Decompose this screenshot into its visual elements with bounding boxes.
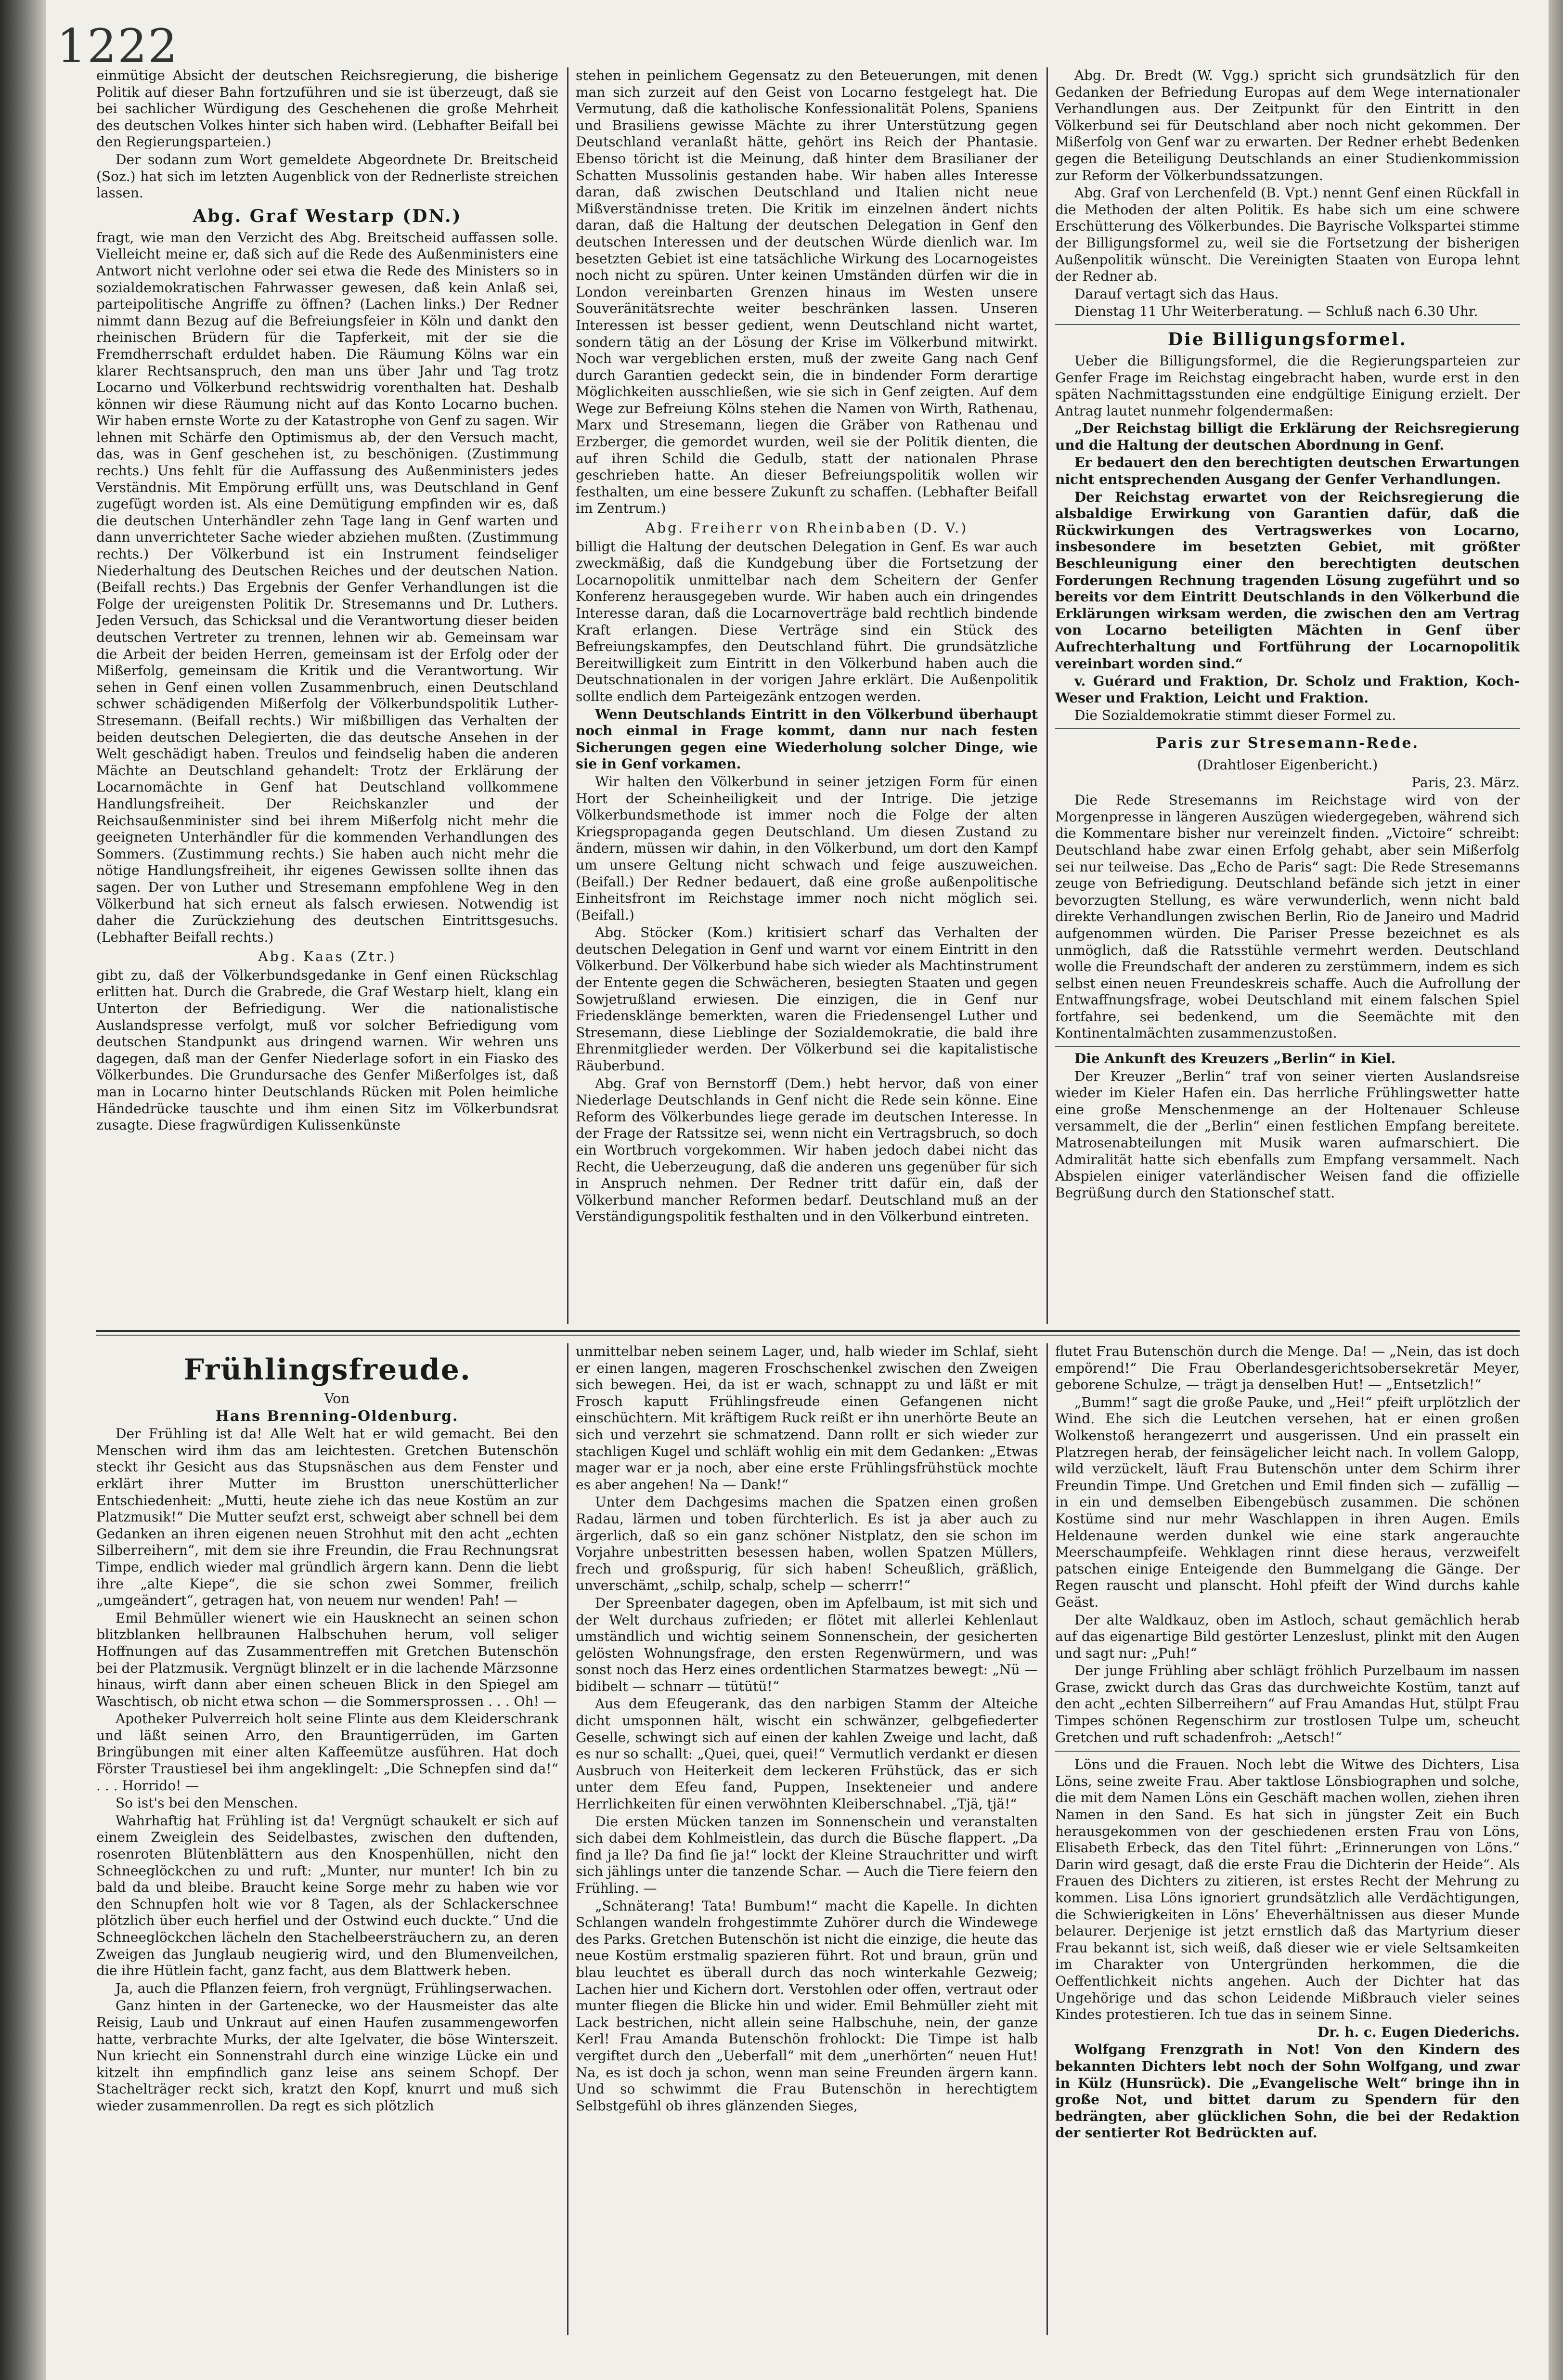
feuilleton-paragraph: flutet Frau Butenschön durch die Menge. Da! — „Nein, das ist doch empörend!“ Die Frau Oberlandesgerichtsobersekretär Meyer, geborene Schulze, — trägt ja denselben Hut! — „Entsetzlich!“	[1055, 1343, 1520, 1393]
feuilleton-paragraph: Wahrhaftig hat Frühling ist da! Vergnügt schaukelt er sich auf einem Zweiglein des Seidelbastes, zwischen den duftenden, rosenroten Blütenblättern aus den Knospenhüllen, nicht den Schneeglöckchen zu und ruft: „Munter, nur munter! Ich bin zu bald da und bleibe. Braucht keine Sorge mehr zu haben wie vor den Schnupfen holt wie vor 8 Tagen, als der Schlackerschnee plötzlich über euch herfiel und der Ostwind euch duckte.“ Und die Schneeglöckchen lächeln den Stachelbeersträuchern zu, an deren Zweigen das Junglaub neugierig wird, und den Blumenveilchen, die ihre Hütlein facht, ganz facht, aus dem Blattwerk heben.	[96, 1812, 558, 1979]
article-column-2	[576, 67, 1038, 1329]
article-paragraph: Abg. Graf von Bernstorff (Dem.) hebt hervor, daß von einer Niederlage Deutschlands in Genf nicht die Rede sein könne. Eine Reform des Völkerbundes liege gerade im deutschen Interesse. In der Frage der Ratssitze sei, wenn nicht ein Vertragsbruch, so doch ein Wortbruch vorgekommen. Wir haben jedoch dabei nicht das Recht, die Ueberzeugung, daß die anderen uns gegenüber für sich in Anspruch nehmen. Der Redner tritt dafür ein, daß der Völkerbund mancher Reformen bedarf. Deutschland muß an der Verständigungspolitik festhalten und in den Völkerbund eintreten.	[576, 1075, 1038, 1225]
feuilleton-column-2	[576, 1343, 1038, 2345]
feuilleton-rule-thin	[96, 1335, 1520, 1336]
article-paragraph: stehen in peinlichem Gegensatz zu den Beteuerungen, mit denen man sich zurzeit auf den Geist von Locarno festgelegt hat. Die Vermutung, daß die katholische Konfessionalität Polens, Spaniens und Brasiliens gewisse Mächte zu ihrer Unterstützung gegen Deutschland veranlaßt hätte, gehört ins Reich der Phantasie. Ebenso töricht ist die Meinung, daß hinter dem Brasilianer der Schatten Mussolinis gestanden habe. Wir haben alles Interesse daran, daß zwischen Deutschland und Italien nicht neue Mißverständnisse treten. Die Kritik im einzelnen ändert nichts daran, daß die Haltung der deutschen Delegation in Genf den deutschen Interessen und der deutschen Würde dienlich war. Im besetzten Gebiet ist eine tatsächliche Wirkung des Locarnogeistes noch nicht zu spüren. Unter keinen Umständen dürfen wir die in London vereinbarten Grenzen hinaus im Westen unsere Souveränitätsrechte weiter beschränken lassen. Unseren Interessen ist besser gedient, wenn Deutschland nicht wartet, sondern tätig an der Lösung der Krise im Völkerbund mitwirkt. Noch war vergeblichen ersten, muß der zweite Gang nach Genf durch Garantien gedeckt sein, die in bindender Form derartige Möglichkeiten ausschließen, wie sie sich in Genf zeigten. Auf dem Wege zur Befreiung Kölns stehen die Namen von Wirth, Rathenau, Marx und Stresemann, liegen die Gräber von Rathenau und Erzberger, die gemordet wurden, weil sie der Politik dienten, die auf ihren Schild die Gedulb, statt der nationalen Phrase geschrieben hatte. An dieser Befreiungspolitik wollen wir festhalten, um eine bessere Zukunft zu schaffen. (Lebhafter Beifall im Zentrum.)	[576, 67, 1038, 517]
page-edge	[1549, 0, 1563, 2380]
article-paragraph: einmütige Absicht der deutschen Reichsregierung, die bisherige Politik auf dieser Bahn fortzuführen und sie ist überzeugt, daß sie bei sachlicher Würdigung des Geschehenen die große Mehrheit des deutschen Volkes hinter sich haben wird. (Lebhafter Beifall bei den Regierungsparteien.)	[96, 67, 558, 150]
article-paragraph: Abg. Dr. Bredt (W. Vgg.) spricht sich grundsätzlich für den Gedanken der Befriedung Europas auf dem Wege internationaler Verhandlungen aus. Der Zeitpunkt für den Eintritt in den Völkerbund sei für Deutschland aber noch nicht gekommen. Der Mißerfolg von Genf war zu erwarten. Der Redner erhebt Bedenken gegen die Beteiligung Deutschlands an einer Studienkommission zur Reform der Völkerbundssatzungen.	[1055, 67, 1520, 183]
section-rule	[1055, 728, 1520, 729]
feuilleton-paragraph: Der alte Waldkauz, oben im Astloch, schaut gemächlich herab auf das eigenartige Bild gestörter Lenzeslust, plinkt mit den Augen und sagt nur: „Puh!“	[1055, 1612, 1520, 1661]
article-paragraph: Ueber die Billigungsformel, die die Regierungsparteien zur Genfer Frage im Reichstag eingebracht haben, wurde erst in den späten Nachmittagsstunden eine endgültige Einigung erzielt. Der Antrag lautet nunmehr folgendermaßen:	[1055, 352, 1520, 419]
feuilleton-paragraph: „Bumm!“ sagt die große Pauke, und „Hei!“ pfeift urplötzlich der Wind. Ehe sich die Leutchen versehen, hat er einen großen Wolkenstoß herangezerrt und ausgerissen. Und ein prasselt ein Platzregen herab, der feinsägelicher leicht nach. In vollem Galopp, wild verzückelt, läuft Frau Butenschön unter dem Schirm ihrer Freundin Timpe. Und Gretchen und Emil finden sich — zufällig — in ein und demselben Eibengebüsch zusammen. Die schönen Kostüme sind nur mehr Waschlappen in ihren Augen. Emils Heldenaune werden dunkel wie eine stark angerauchte Meerschaumpfeife. Wehklagen rinnt diese heraus, verzweifelt patschen einige Enteigende den Bummelgang die Gänge. Der Regen rauscht und planscht. Hohl pfeift der Wind durchs kahle Geäst.	[1055, 1394, 1520, 1610]
article-paragraph: Der sodann zum Wort gemeldete Abgeordnete Dr. Breitscheid (Soz.) hat sich im letzten Augenblick von der Rednerliste streichen lassen.	[96, 151, 558, 201]
article-paragraph: Wir halten den Völkerbund in seiner jetzigen Form für einen Hort der Scheinheiligkeit und der Intrige. Die jetzige Völkerbundsmethode ist immer noch die Folge der alten Kriegspropaganda gegen Deutschland. Um diesen Zustand zu ändern, müssen wir dahin, in den Völkerbund, um dort den Kampf um unsere Geltung nicht schwach und feige auszuweichen. (Beifall.) Der Redner bedauert, daß eine große außenpolitische Einheitsfront im Reichstage immer noch nicht möglich sei. (Beifall.)	[576, 773, 1038, 923]
notice-paragraph: Löns und die Frauen. Noch lebt die Witwe des Dichters, Lisa Löns, seine zweite Frau. Aber taktlose Lönsbiographen und solche, die mit dem Namen Löns ein Geschäft machen wollen, ziehen ihren Namen in den Sand. Es hat sich in jüngster Zeit ein Buch herausgekommen von der geschiedenen ersten Frau von Löns, Elisabeth Erbeck, das den Titel führt: „Erinnerungen von Löns.“ Darin wird gesagt, daß die erste Frau die Dichterin der Heide“. Als Frauen des Dichters zu zitieren, ist erstes Recht der Mehrung zu kommen. Lisa Löns ignoriert grundsätzlich alle Verdächtigungen, die Schwierigkeiten in Löns’ Eheverhältnissen aus dieser Munde belaurer. Derjenige ist jetzt ernstlich daß das Martyrium dieser Frau bekannt ist, sich weiß, daß dieser wie er viele Seltsamkeiten im Charakter von Untergründen herkommen, die die Oeffentlichkeit nichts angehen. Auch der Dichter hat das Ungehörige und das schon Leidende Mißbrauch vieler seines Kindes protestieren. Ich tue das in seinem Sinne.	[1055, 1756, 1520, 2023]
feuilleton-paragraph: Ganz hinten in der Gartenecke, wo der Hausmeister das alte Reisig, Laub und Unkraut auf einen Haufen zusammengeworfen hatte, verbrachte Murks, der alte Igelvater, die böse Winterszeit. Nun kriecht ein Sonnenstrahl durch eine winzige Lücke ein und kitzelt ihn empfindlich ganz leise ans seinem Schopf. Der Stachelträger reckt sich, kratzt den Kopf, knurrt und muß sich wieder zusammenrollen. Da regt es sich plötzlich	[96, 1998, 558, 2114]
article-paragraph: Abg. Graf von Lerchenfeld (B. Vpt.) nennt Genf einen Rückfall in die Methoden der alten Politik. Es habe sich um eine schwere Erschütterung des Völkerbundes. Die Bayrische Volkspartei stimme der Billigungsformel zu, weil sie die Fortsetzung der bisherigen Außenpolitik wünscht. Die Vereinigten Staaten von Europa lehnt der Redner ab.	[1055, 185, 1520, 285]
feuilleton-paragraph: Unter dem Dachgesims machen die Spatzen einen großen Radau, lärmen und toben fürchterlich. Es ist ja aber auch zu ärgerlich, daß so ein ganz schöner Nistplatz, den sie schon im Vorjahre unbestritten besessen haben, wollen Spatzen Müllers, frech und großspurig, für sich haben! Scheußlich, gräßlich, unverschämt, „schilp, schalp, schelp — scherrr!“	[576, 1494, 1038, 1594]
signers-line: v. Guérard und Fraktion, Dr. Scholz und Fraktion, Koch-Weser und Fraktion, Leicht und Fraktion.	[1055, 673, 1520, 706]
section-heading: Die Billigungsformel.	[1167, 329, 1408, 350]
book-binding	[0, 0, 46, 2380]
speaker-line: Abg. Freiherr von Rheinbaben (D. V.)	[645, 520, 969, 536]
byline-von: Von	[324, 1391, 350, 1406]
section-rule	[1055, 1751, 1520, 1752]
article-heading-inline: Die Ankunft des Kreuzers „Berlin“ in Kiel.	[1074, 1051, 1396, 1067]
page-number: 1222	[57, 19, 179, 73]
feuilleton-paragraph: unmittelbar neben seinem Lager, und, halb wieder im Schlaf, sieht er einen langen, mageren Froschschenkel zwischen den Zweigen sich bewegen. Hei, da ist er wach, schnappt zu und läßt er mit Frosch kaputt Frühlingsfreude einen Gefangenen nicht einschüchtern. Mit kräftigem Ruck reißt er ihn unerhörte Beute an sich und verzehrt sie schmatzend. Dann rollt er sich wieder zur stachligen Kugel und schläft wohlig ein mit dem Gedanken: „Etwas mager war er ja noch, aber eine erste Frühlingsfrühstück mochte es aber angehen! Na — Dank!“	[576, 1343, 1038, 1493]
feuilleton-paragraph: „Schnäterang! Tata! Bumbum!“ macht die Kapelle. In dichten Schlangen wandeln frohgestimmte Zuhörer durch die Windewege des Parks. Gretchen Butenschön ist nicht die einzige, die heute das neue Kostüm erstmalig spazieren führt. Rot und braun, grün und blau leuchtet es überall durch das noch winterkahle Gezweig; Lachen hier und Kichern dort. Verstohlen oder offen, vertraut oder munter fliegen die Blicke hin und wider. Emil Behmüller zieht mit Lack bestrichen, nicht allein seine Halbschuhe, nein, der ganze Kerl! Frau Amanda Butenschön frohlockt: Die Timpe ist halb vergiftet durch den „Ueberfall“ mit dem „unerhörten“ neuen Hut! Na, es ist doch ja schon, wenn man seine Freunden ärgern kann. Und so schwimmt die Frau Butenschön in herechtigtem Selbstgefühl ob ihres glänzenden Sieges,	[576, 1898, 1038, 2114]
speaker-heading: Abg. Graf Westarp (DN.)	[193, 206, 462, 226]
dateline: Paris, 23. März.	[1411, 774, 1520, 791]
feuilleton-paragraph: Der Spreenbater dagegen, oben im Apfelbaum, ist mit sich und der Welt durchaus zufrieden; er flötet mit allerlei Kehlenlaut umständlich und wichtig seinem Sonnenschein, der gesicherten gelösten Wohnungsfrage, den ersten Regenwürmern, und was sonst noch das Herz eines ordentlichen Starmatzes bewegt: „Nü — bidibelt — schnarr — tütütü!“	[576, 1595, 1038, 1694]
feuilleton-rule	[96, 1330, 1520, 1332]
article-paragraph: Abg. Stöcker (Kom.) kritisiert scharf das Verhalten der deutschen Delegation in Genf und warnt vor einem Eintritt in den Völkerbund. Der Völkerbund habe sich wieder als Machtinstrument der Entente gegen die Schwächeren, besiegten Staaten und gegen Sowjetrußland erwiesen. Die einzigen, die in Genf nur Friedensklänge bemerkten, waren die Friedensengel Luther und Stresemann, diese Lieblinge der Sozialdemokratie, die bald ihre Ehrenmitglieder werden. Der Völkerbund sei die kapitalistische Räuberbund.	[576, 924, 1038, 1074]
article-paragraph-bold: Wenn Deutschlands Eintritt in den Völkerbund überhaupt noch einmal in Frage kommt, dann nur nach festen Sicherungen gegen eine Wiederholung solcher Dinge, wie sie in Genf vorkamen.	[576, 706, 1038, 772]
article-paragraph: gibt zu, daß der Völkerbundsgedanke in Genf einen Rückschlag erlitten hat. Durch die Grabrede, die Graf Westarp hielt, klang ein Unterton der Befriedigung. Wer die nationalistische Auslandspresse verfolgt, muß vor solcher Befriedigung vom deutschen Standpunkt aus dringend warnen. Wir wehren uns dagegen, daß man der Genfer Niederlage sofort in ein Fiasko des Völkerbundes. Die Grundursache des Genfer Mißerfolges ist, daß man in Locarno hinter Deutschlands Rücken mit Polen heimliche Händedrücke tauschte und ihm einen Sitz im Völkerbundsrat zusagte. Diese fragwürdigen Kulissenkünste	[96, 967, 558, 1133]
feuilleton-paragraph: So ist's bei den Menschen.	[116, 1795, 298, 1811]
column-rule	[567, 1343, 568, 2335]
section-rule	[1055, 324, 1520, 325]
notice-signature: Dr. h. c. Eugen Diederichs.	[1318, 2024, 1520, 2040]
feuilleton-paragraph: Die ersten Mücken tanzen im Sonnenschein und veranstalten sich dabei dem Kohlmeistlein, das durch die Büsche flappert. „Da find ja lle? Da find ſie ja!“ lockt der Kleine Strauchritter und wirft sich jählings unter die tanzende Schar. — Auch die Tiere feiern den Frühling. —	[576, 1813, 1038, 1896]
article-paragraph-bold: Der Reichstag erwartet von der Reichsregierung die alsbaldige Erwirkung von Garantien dafür, daß die Rückwirkungen des Vertragswerkes von Locarno, insbesondere im besetzten Gebiet, mit größter Beschleunigung einer den berechtigten deutschen Forderungen Rechnung tragenden Lösung zugeführt und so bereits vor dem Eintritt Deutschlands in den Völkerbund die Erklärungen wirksam werden, die zwischen den am Vertrag von Locarno beteiligten Mächten in Genf über Aufrechterhaltung und Fortführung der Locarnopolitik vereinbart worden sind.“	[1055, 489, 1520, 672]
article-paragraph: Dienstag 11 Uhr Weiterberatung. — Schluß nach 6.30 Uhr.	[1074, 303, 1478, 320]
article-column-3	[1055, 67, 1520, 1329]
article-column-1	[96, 67, 558, 1329]
feuilleton-paragraph: Der Frühling ist da! Alle Welt hat er wild gemacht. Bei den Menschen wird ihm das am leichtesten. Gretchen Butenschön steckt ihr Gesicht aus das Stupsnäschen aus dem Fenster und erklärt ihrer Mutter im Brustton unerschütterlicher Entschiedenheit: „Mutti, heute ziehe ich das neue Kostüm an zur Platzmusik!“ Die Mutter seufzt erst, schweigt aber schnell bei dem Gedanken an ihren eigenen neuen Strohhut mit den acht „echten Silberreihern“, mit dem sie ihre Freundin, die Frau Rechnungsrat Timpe, endlich wieder mal gründlich ärgern kann. Denn die liebt ihre „alte Kiepe“, die sie schon zwei Sommer, freilich „umgeändert“, getragen hat, von neuem nur wenden! Pah! —	[96, 1426, 558, 1609]
column-rule	[567, 67, 568, 1324]
article-paragraph: Die Rede Stresemanns im Reichstage wird von der Morgenpresse in längeren Auszügen wiedergegeben, während sich die Kommentare bisher nur vereinzelt finden. „Victoire“ schreibt: Deutschland habe zwar einen Erfolg gehabt, aber sein Mißerfolg sei nur teilweise. Das „Echo de Paris“ sagt: Die Rede Stresemanns zeuge von Befriedigung. Deutschland befände sich jetzt in einer bevorzugten Stellung, es wäre verwunderlich, wenn nicht bald direkte Verhandlungen zwischen Berlin, Rio de Janeiro und Madrid aufgenommen würden. Die Pariser Presse bezeichnet es als unmöglich, daß die Ratsstühle vermehrt werden. Deutschland wolle die Freundschaft der anderen zu zerstümmern, indem es sich selbst einen neuen Freundeskreis schaffe. Auch die Aufrollung der Entwaffnungsfrage, wobei Deutschland mit einem falschen Spiel fortfahre, sei bedenkend, um die Seemächte mit den Kontinentalmächten zusammenzustoßen.	[1055, 792, 1520, 1041]
notice-paragraph: Wolfgang Frenzgrath in Not! Von den Kindern des bekannten Dichters lebt noch der Sohn Wolfgang, und zwar in Külz (Hunsrück). Die „Evangelische Welt“ bringe ihn in große Not, und bittet darum zu Spendern für den bedrängten, aber glücklichen Sohn, die bei der Redaktion der sentierter Rot Bedrückten auf.	[1055, 2042, 1520, 2141]
subheading: (Drahtloser Eigenbericht.)	[1197, 756, 1378, 773]
section-heading: Paris zur Stresemann-Rede.	[1156, 734, 1419, 752]
article-paragraph: Darauf vertagt sich das Haus.	[1074, 286, 1279, 302]
article-paragraph: billigt die Haltung der deutschen Delegation in Genf. Es war auch zweckmäßig, daß die Kundgebung über die Fortsetzung der Locarnopolitik unmittelbar nach dem Scheitern der Genfer Konferenz herausgegeben wurde. Wir haben auch ein dringendes Interesse daran, daß die Locarnoverträge bald rechtlich bindende Kraft erlangen. Diese Verträge sind ein Stück des Befreiungskampfes, den Deutschland führt. Die grundsätzliche Bereitwilligkeit zum Eintritt in den Völkerbund haben auch die Deutschnationalen in der vorigen Jahre erklärt. Die Außenpolitik sollte endlich dem Parteigezänk entzogen werden.	[576, 538, 1038, 704]
feuilleton-paragraph: Ja, auch die Pflanzen feiern, froh vergnügt, Frühlingserwachen.	[116, 1980, 552, 1996]
feuilleton-column-3	[1055, 1343, 1520, 2345]
speaker-line: Abg. Kaas (Ztr.)	[258, 949, 397, 965]
article-paragraph: fragt, wie man den Verzicht des Abg. Breitscheid auffassen solle. Vielleicht meine er, daß sich auf die Rede des Außenministers eine Antwort nicht verlohne oder sei etwa die Rede des Ministers so in sozialdemokratischen Fahrwasser gewesen, daß kein Anlaß sei, parteipolitische Angriffe zu öffnen? (Lachen links.) Der Redner nimmt dann Bezug auf die Befreiungsfeier in Köln und dankt den rheinischen Brüdern für die Tapferkeit, mit der sie die Fremdherrschaft erduldet haben. Die Räumung Kölns war ein klarer Rechtsanspruch, den man uns über Jahr und Tag trotz Locarno und Völkerbund rechtswidrig vorenthalten hat. Deshalb können wir diese Räumung nicht auf das Konto Locarno buchen. Wir haben ernste Worte zu der Katastrophe von Genf zu sagen. Wir lehnen mit Schärfe den Optimismus ab, der den Versuch macht, das, was in Genf geschehen ist, zu beschönigen. (Zustimmung rechts.) Uns fehlt für die Auffassung des Außenministers jedes Verständnis. Mit Empörung erfüllt uns, was Deutschland in Genf zugefügt worden ist. Als eine Demütigung empfinden wir es, daß die deutschen Unterhändler zehn Tage lang in Genf warten und dann unverrichteter Sache wieder abziehen mußten. (Zustimmung rechts.) Der Völkerbund ist ein Instrument feindseliger Niederhaltung des Deutschen Reiches und der deutschen Nation. (Beifall rechts.) Das Ergebnis der Genfer Verhandlungen ist die Folge der ureigensten Politik Dr. Stresemanns und Dr. Luthers. Jeden Versuch, das Schicksal und die Verantwortung dieser beiden deutschen Vertreter zu trennen, lehnen wir ab. Gemeinsam war die Arbeit der beiden Herren, gemeinsam ist der Erfolg oder der Mißerfolg, gemeinsam die Kritik und die Verantwortung. Wir sehen in Genf einen vollen Zusammenbruch, einen Deutschland schwer schädigenden Mißerfolg der Völkerbundspolitik Luther-Stresemann. (Beifall rechts.) Wir mißbilligen das Verhalten der beiden deutschen Delegierten, die das deutsche Ansehen in der Welt geschädigt haben. Treulos und feindselig haben die anderen Mächte an Deutschland gehandelt: Trotz der Erklärung der Locarnomächte in Genf hat Deutschland vollkommene Handlungsfreiheit. Der Reichskanzler und der Reichsaußenminister sind bei ihrem Mißerfolg nicht mehr die geeigneten Unterhändler für die kommenden Verhandlungen des Sommers. (Zustimmung rechts.) Sie haben auch nicht mehr die nötige Handlungsfreiheit, ihr eigenes Gewissen sollte ihnen das sagen. Der von Luther und Stresemann empfohlene Weg in den Völkerbund hat sich erneut als falsch erwiesen. Notwendig ist daher die Zurückziehung des deutschen Eintrittsgesuchs. (Lebhafter Beifall rechts.)	[96, 229, 558, 945]
byline-author: Hans Brenning-Oldenburg.	[215, 1407, 459, 1425]
article-paragraph: Die Sozialdemokratie stimmt dieser Formel zu.	[1074, 707, 1396, 724]
feuilleton-paragraph: Emil Behmüller wienert wie ein Hausknecht an seinen schon blitzblanken hellbraunen Halbschuhen herum, voll seliger Hoffnungen auf das Zusammentreffen mit Gretchen Butenschön bei der Platzmusik. Vergnügt blinzelt er in die lachende Märzsonne hinaus, wirft dann aber einen scheuen Blick in den Spiegel am Waschtisch, ob nicht etwa schon — die Sommersprossen . . . Oh! —	[96, 1610, 558, 1709]
feuilleton-paragraph: Apotheker Pulverreich holt seine Flinte aus dem Kleiderschrank und läßt seinen Arro, den Brauntigerrüden, im Garten Bringübungen mit einer alten Kaffeemütze ausführen. Hat doch Förster Traustiesel bei ihm angeklingelt: „Die Schnepfen sind da!“ . . . Horrido! —	[96, 1711, 558, 1794]
section-rule	[1055, 1046, 1520, 1047]
article-paragraph: Der Kreuzer „Berlin“ traf von seiner vierten Auslandsreise wieder im Kieler Hafen ein. Das herrliche Frühlingswetter hatte eine große Menschenmenge an der Holtenauer Schleuse versammelt, die der „Berlin“ einen festlichen Empfang bereitete. Matrosenabteilungen mit Musik waren aufmarschiert. Die Admiralität hatte sich ebenfalls zum Empfang versammelt. Nach Abspielen einiger vaterländischer Weisen fand die offizielle Begrüßung durch den Stationschef statt.	[1055, 1068, 1520, 1201]
feuilleton-column-1	[96, 1343, 558, 2345]
article-paragraph-bold: „Der Reichstag billigt die Erklärung der Reichsregierung und die Haltung der deutschen Abordnung in Genf.	[1055, 420, 1520, 453]
column-rule	[1046, 67, 1048, 1324]
column-rule	[1046, 1343, 1048, 2335]
feuilleton-paragraph: Aus dem Efeugerank, das den narbigen Stamm der Alteiche dicht umsponnen hält, wischt ein schwänzer, gelbgefiederter Geselle, schwingt sich auf einen der kahlen Zweige und lacht, daß es nur so schallt: „Quei, quei, quei!“ Vermutlich verdankt er diesen Ausbruch von Heiterkeit dem leckeren Frühstück, das er sich unter dem Efeu fand, Puppen, Insekteneier und andere Herrlichkeiten für einen verwöhnten Kleiberschnabel. „Tjä, tjä!“	[576, 1696, 1038, 1812]
article-paragraph-bold: Er bedauert den den berechtigten deutschen Erwartungen nicht entsprechenden Ausgang der Genfer Verhandlungen.	[1055, 455, 1520, 488]
feuilleton-title: Frühlingsfreude.	[183, 1353, 471, 1387]
feuilleton-paragraph: Der junge Frühling aber schlägt fröhlich Purzelbaum im nassen Grase, zwickt durch das Gras das durchweichte Kostüm, tanzt auf den acht „echten Silberreihern“ auf Frau Amandas Hut, stülpt Frau Timpes schönen Regenschirm zur trostlosen Tulpe um, scheucht Gretchen und ruft schadenfroh: „Aetsch!“	[1055, 1663, 1520, 1745]
